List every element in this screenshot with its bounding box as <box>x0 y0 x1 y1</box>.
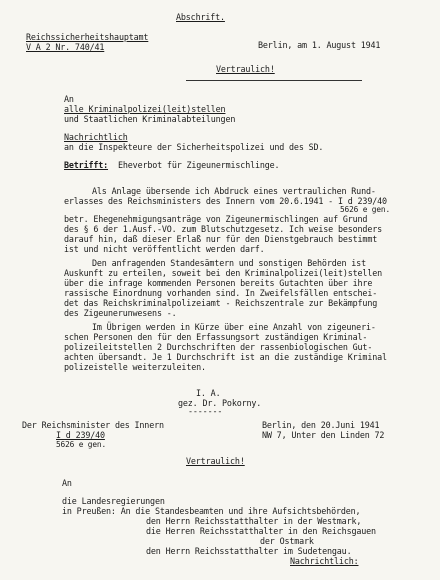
p1-line-5: des § 6 der 1.Ausf.-VO. zum Blutschutzgesetz. Ich weise besonders <box>64 224 382 234</box>
recipient-line-1: alle Kriminalpolizei(leit)stellen <box>64 104 226 114</box>
p1-line-6: darauf hin, daß dieser Erlaß nur für den Dienstgebrauch bestimmt <box>64 234 378 244</box>
second-line-6: den Herrn Reichsstatthalter im Sudetengau. <box>146 546 352 556</box>
second-ref-1: I d 239/40 <box>56 430 105 440</box>
p1-line-1: Als Anlage übersende ich Abdruck eines vertraulichen Rund- <box>92 186 376 196</box>
p1-line-7: ist und nicht veröffentlicht werden darf. <box>64 244 265 254</box>
second-confidential: Vertraulich! <box>186 456 245 466</box>
office-name: Reichssicherheitshauptamt <box>26 32 149 42</box>
second-to: An <box>62 478 72 488</box>
second-line-3: den Herrn Reichsstatthalter in der Westmark, <box>146 516 362 526</box>
signature-ia: I. A. <box>196 388 221 398</box>
notice-line: an die Inspekteure der Sicherheitspolizei und des SD. <box>64 142 324 152</box>
p2-line-6: des Zigeunerunwesens -. <box>64 308 177 318</box>
second-line-5: der Ostmark <box>260 536 314 546</box>
p1-line-3: 5626 e gen. <box>340 205 390 214</box>
second-line-1: die Landesregierungen <box>62 496 165 506</box>
second-sender: Der Reichsminister des Innern <box>22 420 164 430</box>
header-rule <box>186 80 362 81</box>
second-notice: Nachrichtlich: <box>290 556 359 566</box>
p2-line-1: Den anfragenden Standesämtern und sonstigen Behörden ist <box>92 258 366 268</box>
second-ref-2: 5626 e gen. <box>56 440 106 449</box>
p1-line-4: betr. Ehegenehmigungsanträge von Zigeunermischlingen auf Grund <box>64 214 368 224</box>
signature-name: gez. Dr. Pokorny. <box>178 398 262 408</box>
p1-line-2: erlasses des Reichsministers des Innern vom 20.6.1941 - I d 239/40 <box>64 196 387 206</box>
second-line-2: in Preußen: An die Standesbeamten und ihre Aufsichtsbehörden, <box>62 506 361 516</box>
second-line-4: die Herren Reichsstatthalter in den Reichsgauen <box>146 526 376 536</box>
p2-line-2: Auskunft zu erteilen, soweit bei den Kriminalpolizei(leit)stellen <box>64 268 382 278</box>
notice-label: Nachrichtlich <box>64 132 128 142</box>
subject-label: Betrifft: <box>64 160 109 170</box>
confidential-mark: Vertraulich! <box>216 64 275 74</box>
p2-line-3: über die infrage kommenden Personen bereits Gutachten über ihre <box>64 278 373 288</box>
recipient-to: An <box>64 94 74 104</box>
document-title: Abschrift. <box>176 12 225 22</box>
p3-line-5: polizeistelle weiterzuleiten. <box>64 362 206 372</box>
p2-line-4: rassische Einordnung vorhanden sind. In Zweifelsfällen entschei- <box>64 288 378 298</box>
p2-line-5: det das Reichskriminalpolizeiamt - Reichszentrale zur Bekämpfung <box>64 298 378 308</box>
p3-line-2: schen Personen den für den Erfassungsort zuständigen Kriminal- <box>64 332 368 342</box>
p3-line-1: Im Übrigen werden in Kürze über eine Anzahl von zigeuneri- <box>92 322 376 332</box>
p3-line-3: polizeileitstellen 2 Durchschriften der rassenbiologischen Gut- <box>64 342 373 352</box>
p3-line-4: achten übersandt. Je 1 Durchschrift ist an die zuständige Kriminal <box>64 352 387 362</box>
subject-text: Eheverbot für Zigeunermischlinge. <box>118 160 280 170</box>
office-reference: V A 2 Nr. 740/41 <box>26 42 105 52</box>
second-address: NW 7, Unter den Linden 72 <box>262 430 385 440</box>
recipient-line-2: und Staatlichen Kriminalabteilungen <box>64 114 236 124</box>
signature-dashes: ------- <box>188 406 223 416</box>
second-place-date: Berlin, den 20.Juni 1941 <box>262 420 380 430</box>
place-date: Berlin, am 1. August 1941 <box>258 40 381 50</box>
